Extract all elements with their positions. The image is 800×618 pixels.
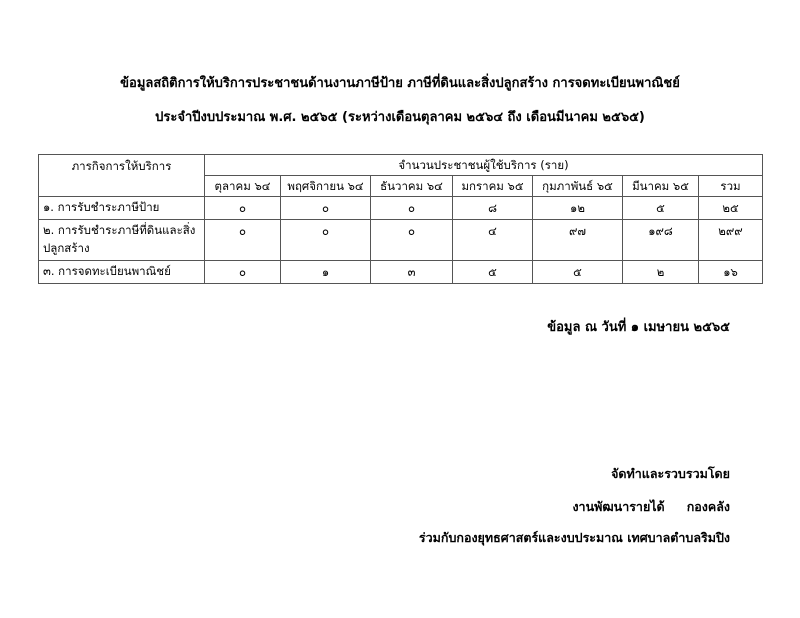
header-month: กุมภาพันธ์ ๖๕	[533, 176, 623, 197]
header-service: ภารกิจการให้บริการ	[39, 155, 205, 197]
document-title: ข้อมูลสถิติการให้บริการประชาชนด้านงานภาษีป้าย ภาษีที่ดินและสิ่งปลูกสร้าง การจดทะเบียนพาณิชย์	[120, 76, 680, 91]
prepared-by-label: จัดทำและรวบรวมโดย	[611, 466, 730, 481]
header-month: มกราคม ๖๕	[453, 176, 533, 197]
table-row	[39, 220, 763, 261]
table-cell: ๐	[205, 261, 281, 284]
header-month: มีนาคม ๖๕	[623, 176, 699, 197]
table-cell: ๓	[371, 261, 453, 284]
table-cell: ๐	[371, 197, 453, 220]
table-cell: ๑๒	[533, 197, 623, 220]
table-cell: ๕	[623, 197, 699, 220]
statistics-table	[38, 154, 763, 284]
table-cell: ๑	[281, 261, 371, 284]
header-month: ตุลาคม ๖๔	[205, 176, 281, 197]
row-total: ๒๙๙	[699, 220, 763, 261]
service-name: ๒. การรับชำระภาษีที่ดินและสิ่งปลูกสร้าง	[39, 220, 205, 261]
division-name: กองคลัง	[686, 499, 730, 514]
unit-name: งานพัฒนารายได้	[572, 499, 665, 514]
table-cell: ๕	[453, 261, 533, 284]
table-cell: ๐	[281, 220, 371, 261]
prepared-by-partner: ร่วมกับกองยุทธศาสตร์และงบประมาณ เทศบาลตำบลริมปิง	[418, 530, 730, 545]
header-month: ธันวาคม ๖๔	[371, 176, 453, 197]
table-cell: ๘	[453, 197, 533, 220]
table-row	[39, 197, 763, 220]
header-total: รวม	[699, 176, 763, 197]
header-group: จำนวนประชาชนผู้ใช้บริการ (ราย)	[205, 155, 763, 176]
header-month: พฤศจิกายน ๖๔	[281, 176, 371, 197]
data-as-of-date: ข้อมูล ณ วันที่ ๑ เมษายน ๒๕๖๕	[547, 320, 730, 335]
table-cell: ๙๗	[533, 220, 623, 261]
prepared-by-unit	[572, 497, 730, 517]
service-name: ๓. การจดทะเบียนพาณิชย์	[39, 261, 205, 284]
table-cell: ๑๙๘	[623, 220, 699, 261]
document-subtitle: ประจำปีงบประมาณ พ.ศ. ๒๕๖๕ (ระหว่างเดือนตุลาคม ๒๕๖๔ ถึง เดือนมีนาคม ๒๕๖๕)	[155, 110, 645, 125]
table-cell: ๒	[623, 261, 699, 284]
table-cell: ๔	[453, 220, 533, 261]
table-cell: ๐	[371, 220, 453, 261]
row-total: ๑๖	[699, 261, 763, 284]
service-name: ๑. การรับชำระภาษีป้าย	[39, 197, 205, 220]
table-row	[39, 261, 763, 284]
table-cell: ๐	[205, 220, 281, 261]
table-cell: ๐	[205, 197, 281, 220]
table-cell: ๕	[533, 261, 623, 284]
row-total: ๒๕	[699, 197, 763, 220]
table-cell: ๐	[281, 197, 371, 220]
